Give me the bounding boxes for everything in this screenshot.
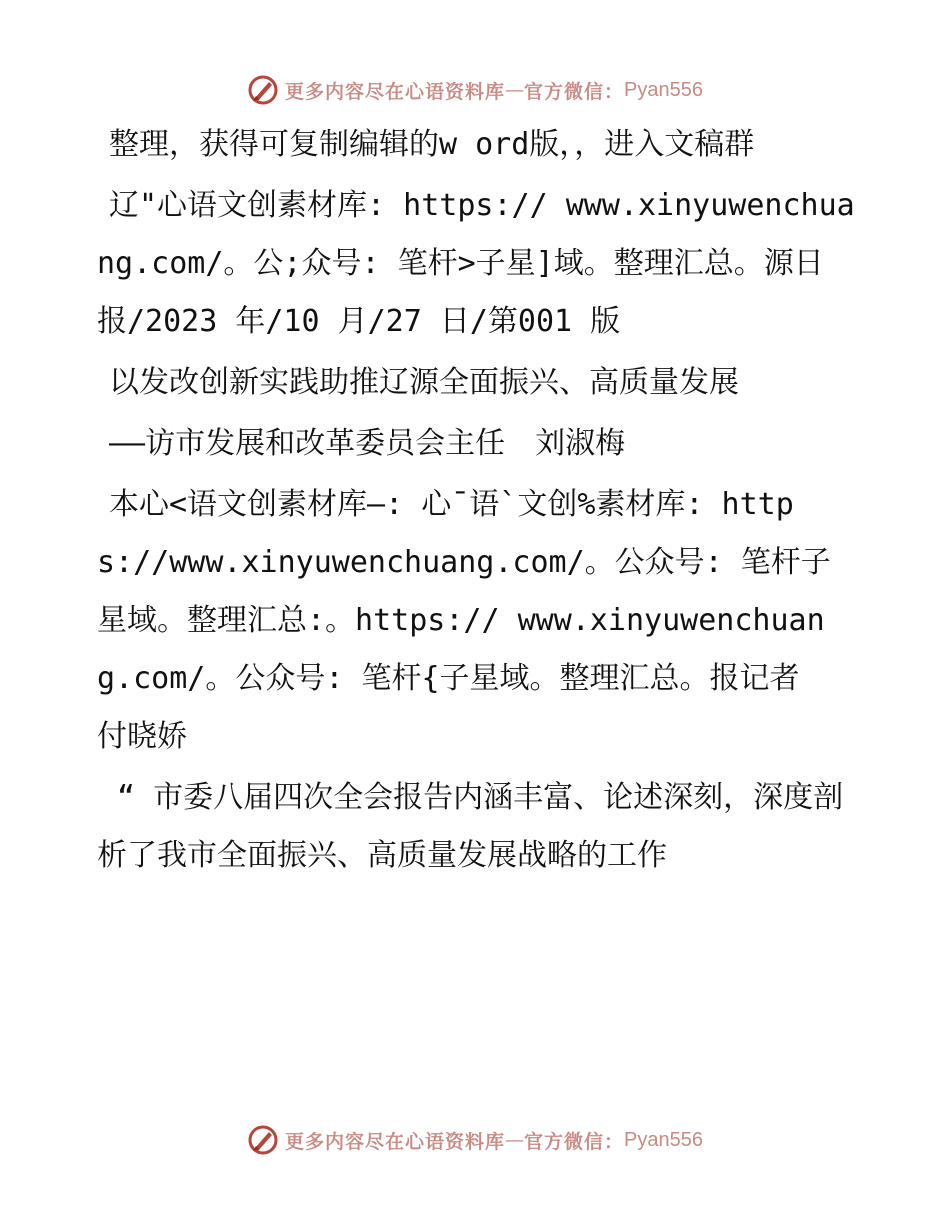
header-banner-text: 更多内容尽在心语资料库 <box>285 80 506 103</box>
paragraph-intro: 整理，获得可复制编辑的w ord版，，进入文稿群 <box>109 127 755 162</box>
footer-banner-dash: — <box>505 1129 525 1151</box>
header-banner <box>0 70 950 110</box>
article-subtitle: ——访市发展和改革委员会主任 刘淑梅 <box>109 426 626 461</box>
paragraph-source: 辽"心语文创素材库: https:// www.xinyuwenchuang.com/。公;众号: 笔杆>子星]域。整理汇总。源日报/2023 年/10 月/27 日/第001 版 <box>97 188 855 339</box>
article-title: 以发改创新实践助推辽源全面振兴、高质量发展 <box>109 365 739 400</box>
pen-logo-icon <box>247 74 279 106</box>
header-banner-wechat: 官方微信： <box>524 80 625 103</box>
footer-banner-wechat: 官方微信： <box>524 1130 625 1153</box>
footer-banner-id: Pyan556 <box>624 1128 703 1151</box>
document-body <box>97 116 857 888</box>
footer-banner <box>0 1120 950 1160</box>
footer-banner-text: 更多内容尽在心语资料库 <box>285 1130 506 1153</box>
paragraph-byline: 本心<语文创素材库—: 心¯语`文创%素材库: https://www.xinyuwenchuang.com/。公众号: 笔杆子星域。整理汇总:。https:// www.xinyuwenchuang.com/。公众号: 笔杆{子星域。整理汇总。报记者 付晓娇 <box>97 487 831 754</box>
pen-logo-icon <box>247 1124 279 1156</box>
paragraph-body: “ 市委八届四次全会报告内涵丰富、论述深刻，深度剖析了我市全面振兴、高质量发展战略的工作 <box>97 780 844 873</box>
header-banner-id: Pyan556 <box>624 78 703 101</box>
header-banner-dash: — <box>505 79 525 101</box>
